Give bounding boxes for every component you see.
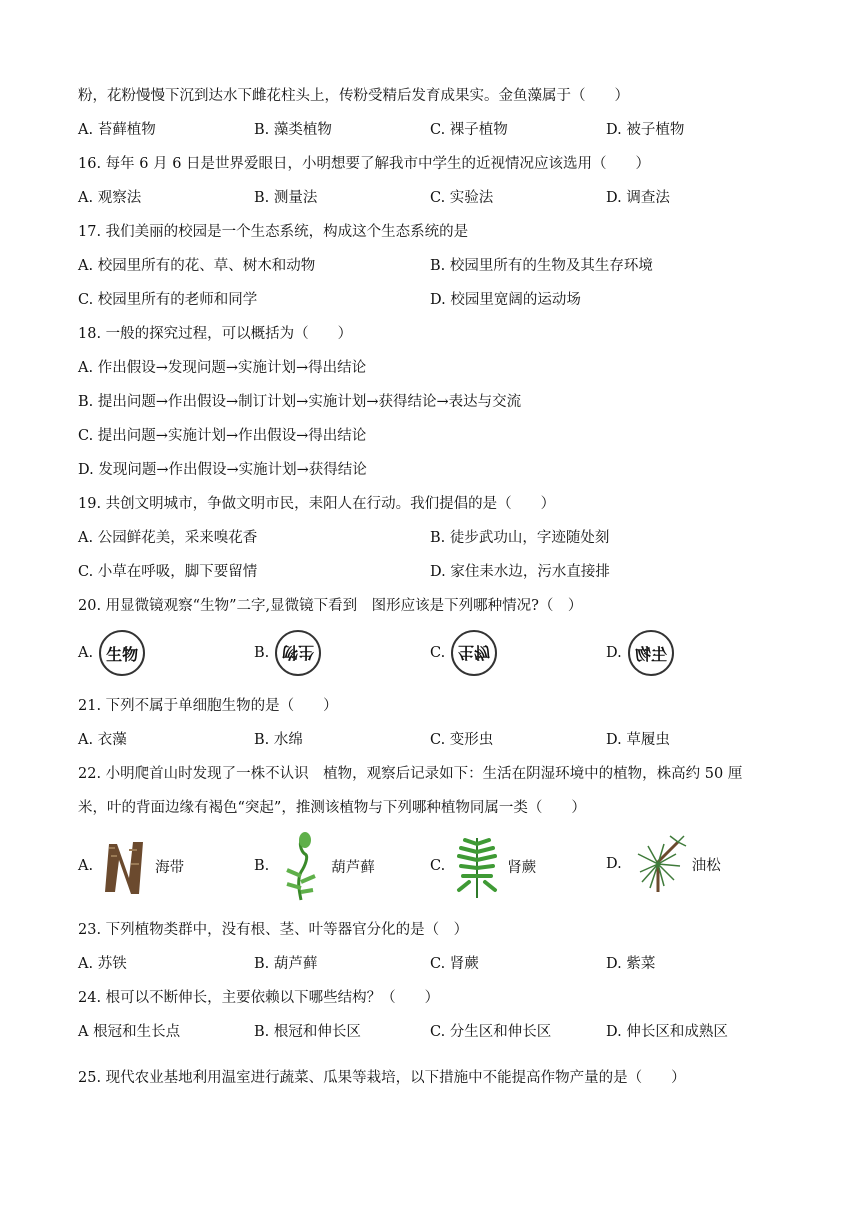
q17-option-a: A. 校园里所有的花、草、树木和动物 (78, 258, 316, 274)
q19-option-c: C. 小草在呼吸，脚下要留情 (78, 564, 258, 580)
q20-option-c-label: C. (430, 645, 446, 661)
q18-option-a: A. 作出假设→发现问题→实施计划→得出结论 (78, 360, 367, 376)
q21-option-c: C. 变形虫 (430, 732, 494, 748)
q17-stem: 17. 我们美丽的校园是一个生态系统，构成这个生态系统的是 (78, 224, 469, 240)
q22-option-d (606, 832, 721, 896)
q22-option-d-name: 油松 (691, 857, 721, 874)
q16-option-d: D. 调查法 (606, 190, 670, 206)
q17-option-d: D. 校园里宽阔的运动场 (430, 292, 581, 308)
q16-option-b: B. 测量法 (254, 190, 318, 206)
q18-option-d: D. 发现问题→作出假设→实施计划→获得结论 (78, 462, 367, 478)
glyph-text: 生物 (106, 644, 139, 664)
q22-option-b (254, 830, 375, 902)
q20-option-a (78, 630, 145, 676)
q15-stem-continuation: 粉，花粉慢慢下沉到达水下雌花柱头上，传粉受精后发育成果实。金鱼藻属于（ ） (78, 88, 629, 104)
q21-option-a: A. 衣藻 (78, 732, 127, 748)
q22-option-b-label: B. (254, 858, 270, 874)
fern-image (451, 832, 503, 900)
glyph-text: 生物 (634, 644, 667, 664)
microscope-view-rotated (275, 630, 321, 676)
q24-option-a: A 根冠和生长点 (78, 1024, 181, 1040)
q15-option-a: A. 苔藓植物 (78, 122, 156, 138)
q19-stem: 19. 共创文明城市，争做文明市民，耒阳人在行动。我们提倡的是（ ） (78, 496, 556, 512)
q22-stem-line2: 米，叶的背面边缘有褐色“突起”，推测该植物与下列哪种植物同属一类（ ） (78, 800, 586, 816)
q22-option-c (430, 832, 536, 900)
microscope-view-flipped-horizontal (628, 630, 674, 676)
microscope-view-upright (99, 630, 145, 676)
q22-stem-line1: 22. 小明爬首山时发现了一株不认识 植物，观察后记录如下：生活在阴湿环境中的植物，株高约 50 厘 (78, 766, 743, 782)
q20-option-b-label: B. (254, 645, 270, 661)
q22-option-b-name: 葫芦藓 (331, 859, 375, 876)
q24-stem: 24. 根可以不断伸长，主要依赖以下哪些结构？（ ） (78, 990, 440, 1006)
q22-option-a-label: A. (78, 858, 94, 874)
q21-stem: 21. 下列不属于单细胞生物的是（ ） (78, 698, 338, 714)
q16-option-c: C. 实验法 (430, 190, 494, 206)
q20-option-a-label: A. (78, 645, 94, 661)
q23-option-b: B. 葫芦藓 (254, 956, 318, 972)
q20-option-b (254, 630, 321, 676)
q16-option-a: A. 观察法 (78, 190, 142, 206)
q20-option-c (430, 630, 497, 676)
q17-option-b: B. 校园里所有的生物及其生存环境 (430, 258, 653, 274)
q22-option-c-label: C. (430, 858, 446, 874)
q22-option-a-name: 海带 (155, 859, 185, 876)
q18-option-c: C. 提出问题→实施计划→作出假设→得出结论 (78, 428, 367, 444)
q19-option-d: D. 家住耒水边，污水直接排 (430, 564, 610, 580)
q17-option-c: C. 校园里所有的老师和同学 (78, 292, 258, 308)
q24-option-b: B. 根冠和伸长区 (254, 1024, 361, 1040)
q18-option-b: B. 提出问题→作出假设→制订计划→实施计划→获得结论→表达与交流 (78, 394, 522, 410)
q21-option-d: D. 草履虫 (606, 732, 670, 748)
q23-option-a: A. 苏铁 (78, 956, 127, 972)
q20-option-d-label: D. (606, 645, 622, 661)
q24-option-c: C. 分生区和伸长区 (430, 1024, 552, 1040)
q15-option-b: B. 藻类植物 (254, 122, 332, 138)
q25-stem: 25. 现代农业基地利用温室进行蔬菜、瓜果等栽培，以下措施中不能提高作物产量的是（ ） (78, 1070, 686, 1086)
q22-option-c-name: 肾蕨 (507, 859, 537, 876)
q19-option-a: A. 公园鲜花美，采来嗅花香 (78, 530, 258, 546)
q20-option-d (606, 630, 674, 676)
q16-stem: 16. 每年 6 月 6 日是世界爱眼日，小明想要了解我市中学生的近视情况应该选用（ ） (78, 156, 651, 172)
q23-stem: 23. 下列植物类群中，没有根、茎、叶等器官分化的是（ ） (78, 922, 469, 938)
glyph-text: 生物 (282, 642, 315, 662)
q22-option-a (78, 834, 184, 898)
q22-option-d-label: D. (606, 856, 622, 872)
q19-option-b: B. 徒步武功山，字迹随处刻 (430, 530, 610, 546)
q20-stem: 20. 用显微镜观察“生物”二字,显微镜下看到 图形应该是下列哪种情况?（ ） (78, 598, 583, 614)
q18-stem: 18. 一般的探究过程，可以概括为（ ） (78, 326, 353, 342)
q15-option-d: D. 被子植物 (606, 122, 685, 138)
q15-option-c: C. 裸子植物 (430, 122, 508, 138)
q23-option-c: C. 肾蕨 (430, 956, 479, 972)
glyph-text: 生物 (458, 642, 491, 662)
pine-image (628, 832, 688, 896)
microscope-view-flipped-vertical (451, 630, 497, 676)
kelp-image (99, 834, 151, 898)
q21-option-b: B. 水绵 (254, 732, 303, 748)
q23-option-d: D. 紫菜 (606, 956, 656, 972)
q24-option-d: D. 伸长区和成熟区 (606, 1024, 728, 1040)
moss-image (275, 830, 327, 902)
